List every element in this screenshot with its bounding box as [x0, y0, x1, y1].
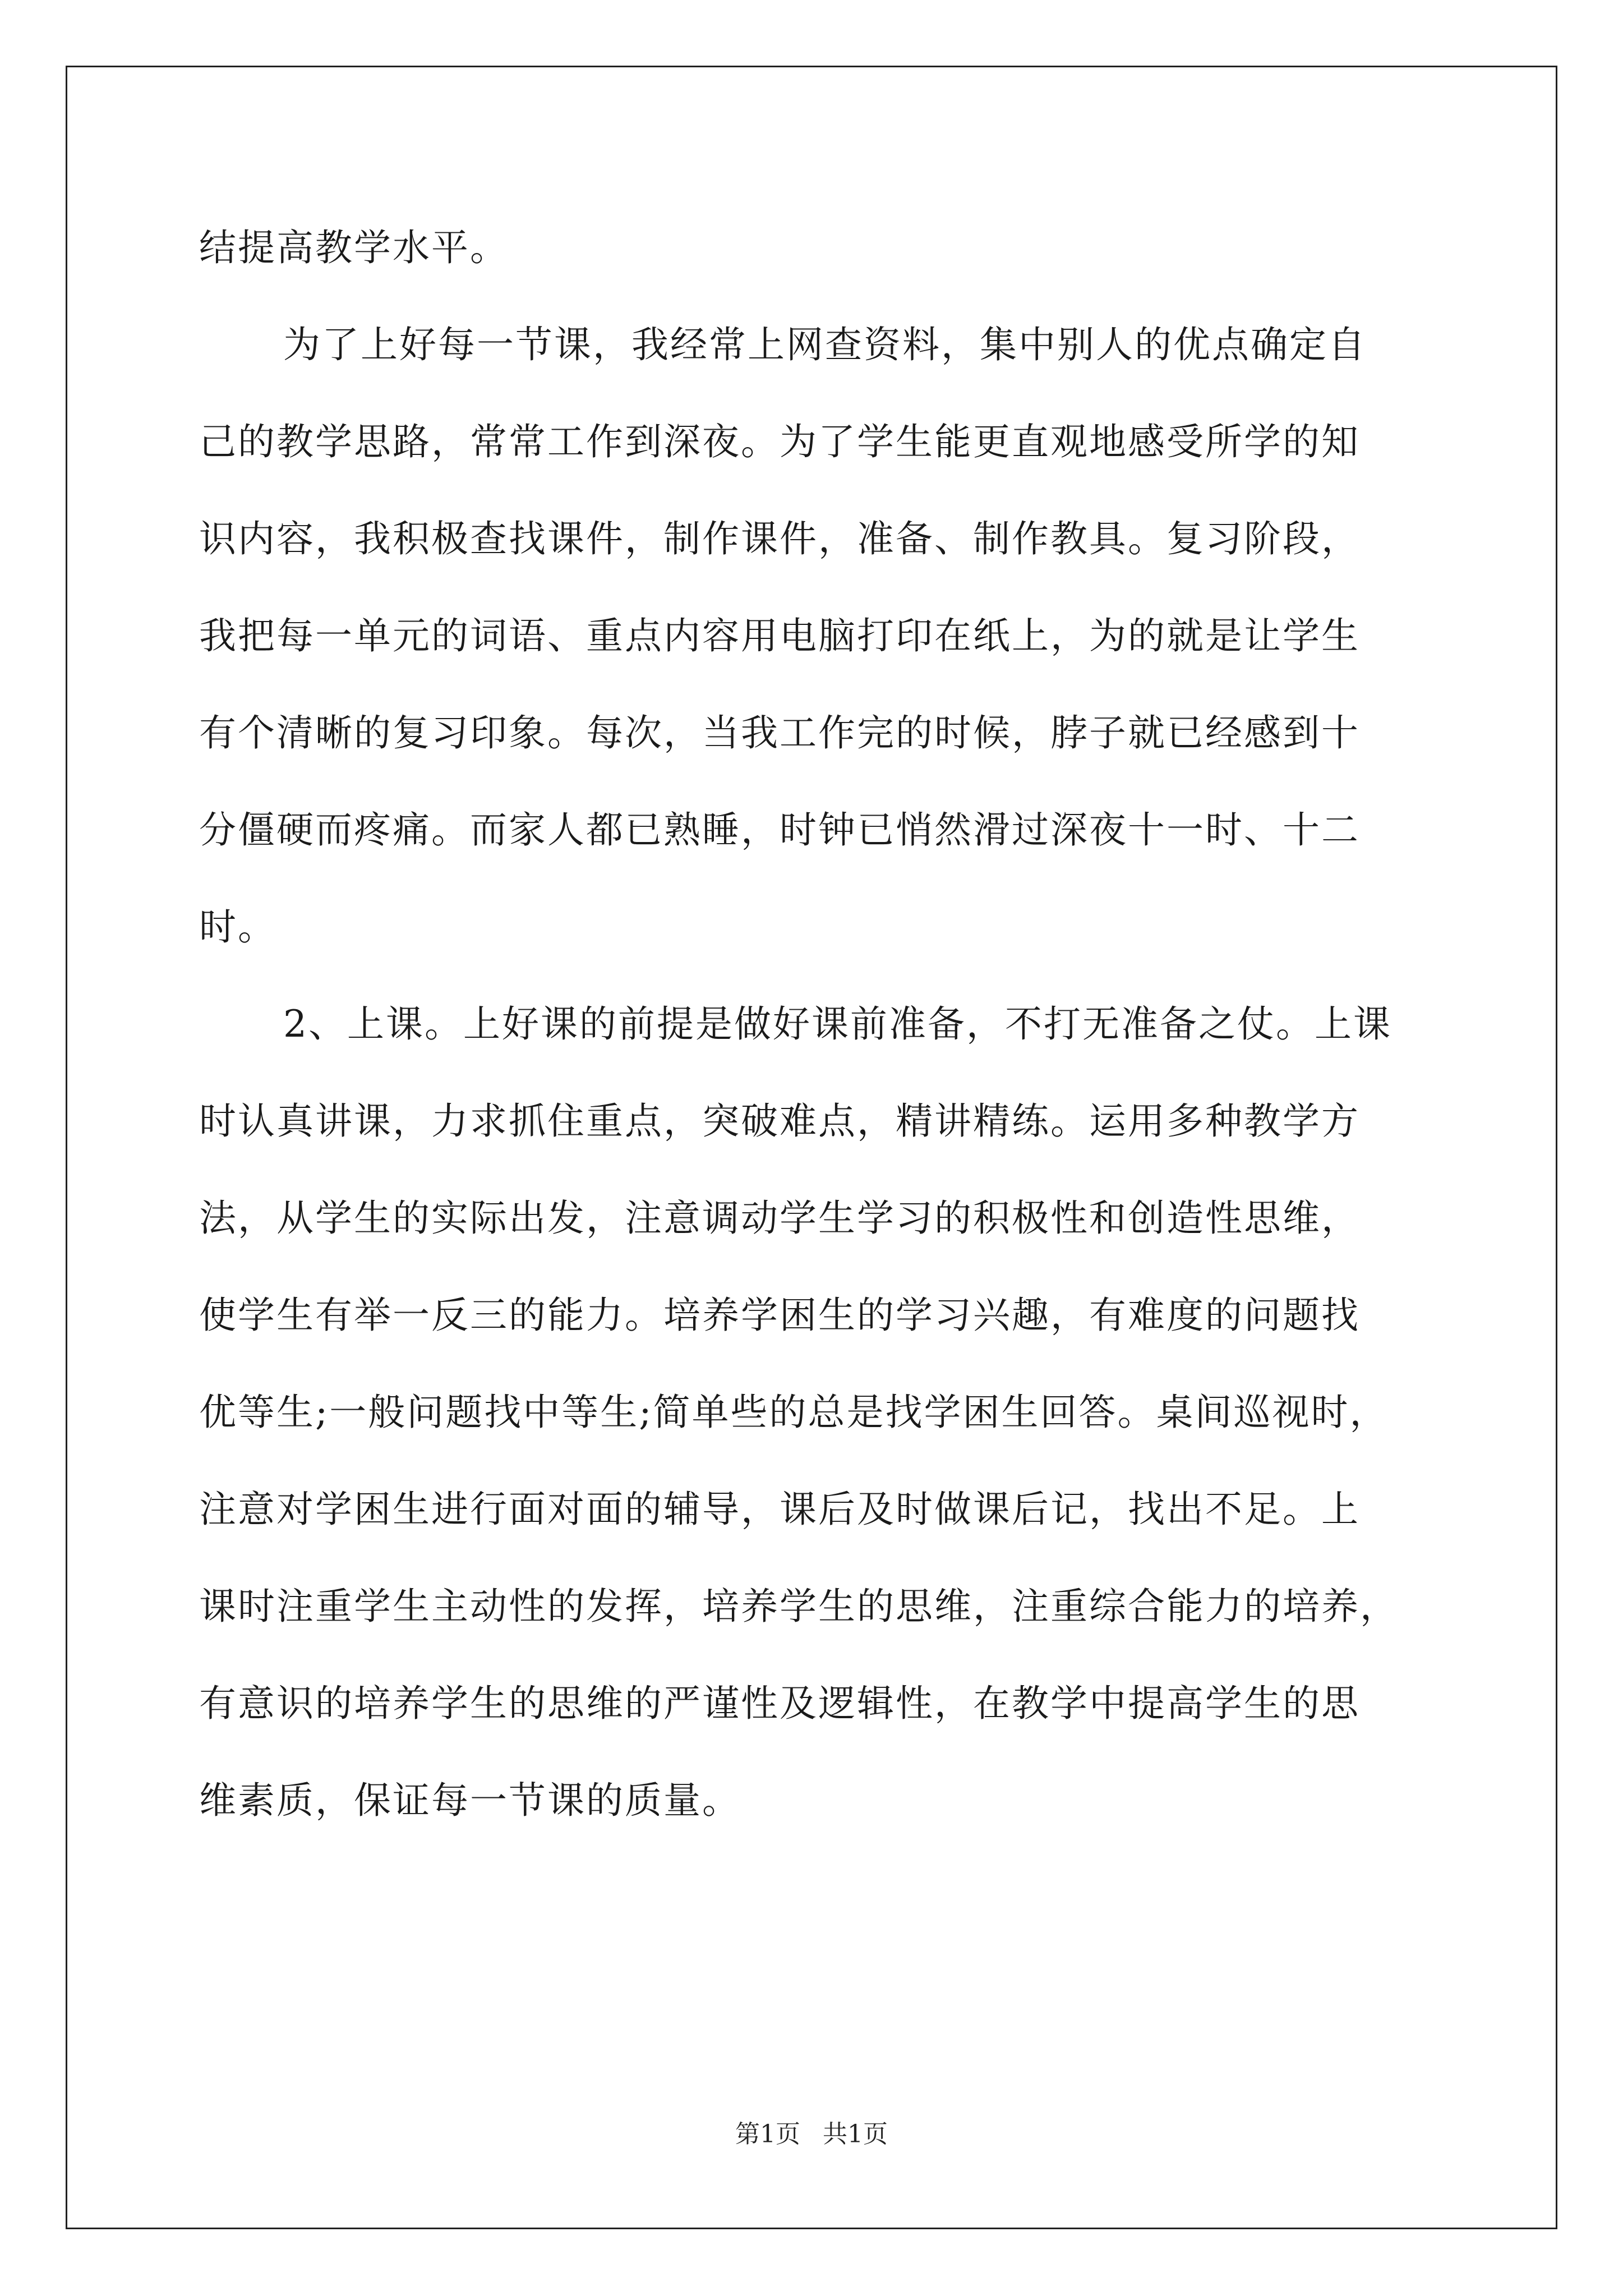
text-line: 优等生;一般问题找中等生;简单些的总是找学困生回答。桌间巡视时， — [199, 1391, 1389, 1434]
text-line: 有意识的培养学生的思维的严谨性及逻辑性，在教学中提高学生的思 — [199, 1682, 1360, 1725]
text-line: 分僵硬而疼痛。而家人都已熟睡，时钟已悄然滑过深夜十一时、十二 — [199, 808, 1360, 852]
text-line: 课时注重学生主动性的发挥，培养学生的思维，注重综合能力的培养， — [199, 1585, 1399, 1628]
text-line: 我把每一单元的词语、重点内容用电脑打印在纸上，为的就是让学生 — [199, 614, 1360, 657]
paragraph-1 — [199, 199, 1441, 296]
document-body — [199, 199, 1441, 1849]
text-line: 使学生有举一反三的能力。培养学困生的学习兴趣，有难度的问题找 — [199, 1294, 1360, 1337]
text-line: 注意对学困生进行面对面的辅导，课后及时做课后记，找出不足。上 — [199, 1488, 1360, 1531]
text-line: 时认真讲课，力求抓住重点，突破难点，精讲精练。运用多种教学方 — [199, 1099, 1360, 1143]
page-total: 共1页 — [823, 2120, 888, 2148]
text-line: 为了上好每一节课，我经常上网查资料，集中别人的优点确定自 — [283, 323, 1367, 366]
text-line: 结提高教学水平。 — [199, 226, 509, 269]
text-line: 维素质，保证每一节课的质量。 — [199, 1779, 741, 1822]
text-line: 时。 — [199, 905, 276, 949]
paragraph-2 — [199, 296, 1441, 976]
page-number: 第1页 — [735, 2120, 800, 2148]
text-line: 法，从学生的实际出发，注意调动学生学习的积极性和创造性思维， — [199, 1197, 1360, 1240]
text-line: 识内容，我积极查找课件，制作课件，准备、制作教具。复习阶段， — [199, 517, 1360, 560]
page-footer — [0, 2118, 1623, 2151]
text-line: 己的教学思路，常常工作到深夜。为了学生能更直观地感受所学的知 — [199, 420, 1360, 463]
text-line: 2、上课。上好课的前提是做好课前准备，不打无准备之仗。上课 — [283, 1002, 1392, 1046]
text-line: 有个清晰的复习印象。每次，当我工作完的时候，脖子就已经感到十 — [199, 711, 1360, 754]
paragraph-3 — [199, 976, 1441, 1849]
